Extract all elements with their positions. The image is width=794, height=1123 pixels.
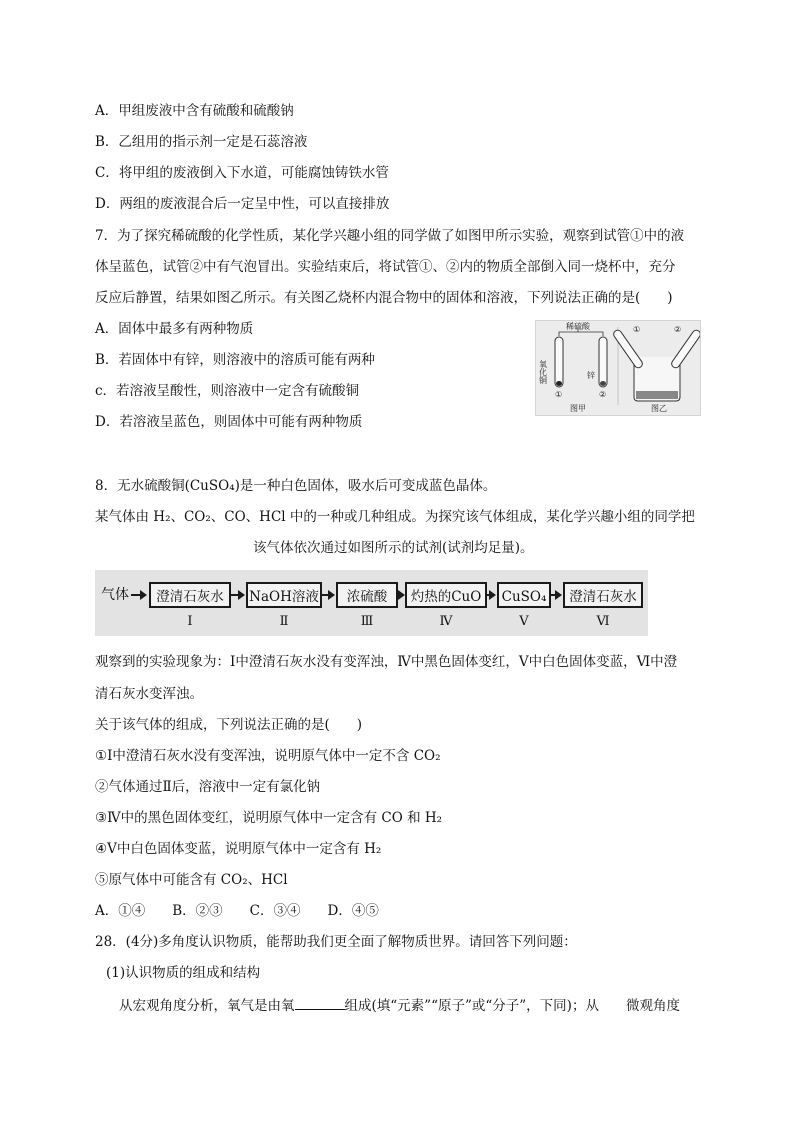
flow-arrow bbox=[551, 594, 560, 596]
q8-observation-line-2: 清石灰水变浑浊。 bbox=[95, 686, 203, 702]
zinc-solid bbox=[600, 381, 606, 386]
flow-step-4-num: Ⅳ bbox=[439, 614, 453, 629]
q8-stem-line-2: 某气体由 H₂、CO₂、CO、HCl 中的一种或几种组成。为探究该气体组成，某化学兴趣小组的同学把 bbox=[95, 509, 695, 525]
q7-stem-line-2: 体呈蓝色，试管②中有气泡冒出。实验结束后，将试管①、②内的物质全部倒入同一烧杯中，充分 bbox=[95, 259, 676, 275]
q8-statement-3: ③Ⅳ中的黑色固体变红，说明原气体中一定含有 CO 和 H₂ bbox=[95, 810, 443, 826]
caption-figure-b: 图乙 bbox=[651, 404, 667, 413]
caption-figure-a: 图甲 bbox=[570, 404, 586, 413]
tilted-tube-1-mark: ① bbox=[633, 325, 641, 334]
q8-observation-line-1: 观察到的实验现象为：Ⅰ中澄清石灰水没有变浑浊，Ⅳ中黑色固体变红，Ⅴ中白色固体变蓝，Ⅵ中澄 bbox=[95, 654, 678, 670]
q7-option-c: c．若溶液呈酸性，则溶液中一定含有硫酸铜 bbox=[95, 383, 360, 399]
answer-blank[interactable] bbox=[295, 997, 345, 1010]
flow-arrow bbox=[487, 594, 494, 596]
flow-step-2: NaOH溶液 bbox=[246, 582, 322, 608]
q28-text-after: 组成(填“元素”“原子”或“分子”，下同)；从 微观角度 bbox=[344, 998, 680, 1014]
copper-oxide-solid bbox=[556, 381, 562, 386]
q7-option-d: D．若溶液呈蓝色，则固体中可能有两种物质 bbox=[95, 414, 363, 430]
q8-stem-line-3: 该气体依次通过如图所示的试剂(试剂均足量)。 bbox=[253, 540, 534, 556]
flow-step-1-num: Ⅰ bbox=[187, 614, 193, 629]
flow-step-1: 澄清石灰水 bbox=[149, 582, 231, 608]
experiment-drawing bbox=[536, 321, 700, 415]
q7-option-b: B．若固体中有锌，则溶液中的溶质可能有两种 bbox=[95, 352, 375, 368]
test-tube-2 bbox=[599, 337, 607, 387]
flow-step-3: 浓硫酸 bbox=[336, 582, 398, 608]
acid-bracket bbox=[559, 332, 603, 336]
reagent-flow-diagram bbox=[95, 570, 648, 636]
tube-2-mark: ② bbox=[599, 390, 607, 399]
flow-arrow bbox=[398, 594, 403, 596]
flow-step-5: CuSO₄ bbox=[497, 582, 551, 608]
q6-option-c: C．将甲组的废液倒入下水道，可能腐蚀铸铁水管 bbox=[95, 165, 389, 181]
q6-option-d: D．两组的废液混合后一定呈中性，可以直接排放 bbox=[95, 196, 390, 212]
test-tube-1 bbox=[555, 337, 563, 387]
tilted-tube-2-mark: ② bbox=[674, 325, 682, 334]
q6-option-a: A．甲组废液中含有硫酸和硫酸钠 bbox=[95, 103, 294, 119]
flow-arrow bbox=[231, 594, 243, 596]
flow-arrow bbox=[131, 594, 145, 596]
flow-arrow bbox=[322, 594, 333, 596]
tilted-tube-1 bbox=[612, 329, 644, 370]
flow-step-2-num: Ⅱ bbox=[279, 614, 289, 629]
flow-step-6-num: Ⅵ bbox=[596, 614, 610, 629]
q8-question: 关于该气体的组成，下列说法正确的是( ) bbox=[95, 717, 363, 733]
oxide-label: 氧化铜 bbox=[539, 360, 547, 385]
q7-stem-line-3: 反应后静置，结果如图乙所示。有关图乙烧杯内混合物中的固体和溶液，下列说法正确的是( ) bbox=[95, 290, 673, 306]
q8-statement-4: ④Ⅴ中白色固体变蓝，说明原气体中一定含有 H₂ bbox=[95, 841, 382, 857]
flow-step-6: 澄清石灰水 bbox=[563, 582, 643, 608]
q8-statement-2: ②气体通过Ⅱ后，溶液中一定有氯化钠 bbox=[95, 779, 321, 795]
flow-start-label: 气体 bbox=[101, 587, 129, 603]
acid-label: 稀硫酸 bbox=[566, 322, 590, 331]
q28-subheading-1: (1)认识物质的组成和结构 bbox=[106, 965, 261, 981]
q28-text-line bbox=[119, 997, 680, 1014]
flow-step-3-num: Ⅲ bbox=[360, 614, 374, 629]
q8-statement-1: ①Ⅰ中澄清石灰水没有变浑浊，说明原气体中一定不含 CO₂ bbox=[95, 748, 441, 764]
tilted-tube-2 bbox=[670, 329, 700, 370]
q28-text-before: 从宏观角度分析，氧气是由氧 bbox=[119, 998, 295, 1014]
q8-stem-line-1: 8．无水硫酸铜(CuSO₄)是一种白色固体，吸水后可变成蓝色晶体。 bbox=[95, 478, 497, 494]
q6-option-b: B．乙组用的指示剂一定是石蕊溶液 bbox=[95, 134, 308, 150]
q8-statement-5: ⑤原气体中可能含有 CO₂、HCl bbox=[95, 872, 288, 888]
q28-stem: 28．(4分)多角度认识物质，能帮助我们更全面了解物质世界。请回答下列问题： bbox=[95, 934, 577, 950]
q8-options: A．①④ B．②③ C．③④ D．④⑤ bbox=[95, 903, 379, 919]
beaker-solid bbox=[636, 391, 678, 399]
experiment-figure bbox=[535, 320, 701, 416]
flow-step-5-num: Ⅴ bbox=[519, 614, 529, 629]
tube-1-mark: ① bbox=[555, 390, 563, 399]
zinc-label: 锌 bbox=[587, 371, 595, 380]
q7-option-a: A．固体中最多有两种物质 bbox=[95, 321, 254, 337]
q7-stem-line-1: 7．为了探究稀硫酸的化学性质，某化学兴趣小组的同学做了如图甲所示实验，观察到试管①中的液 bbox=[95, 228, 685, 244]
flow-step-4: 灼热的CuO bbox=[405, 582, 487, 608]
